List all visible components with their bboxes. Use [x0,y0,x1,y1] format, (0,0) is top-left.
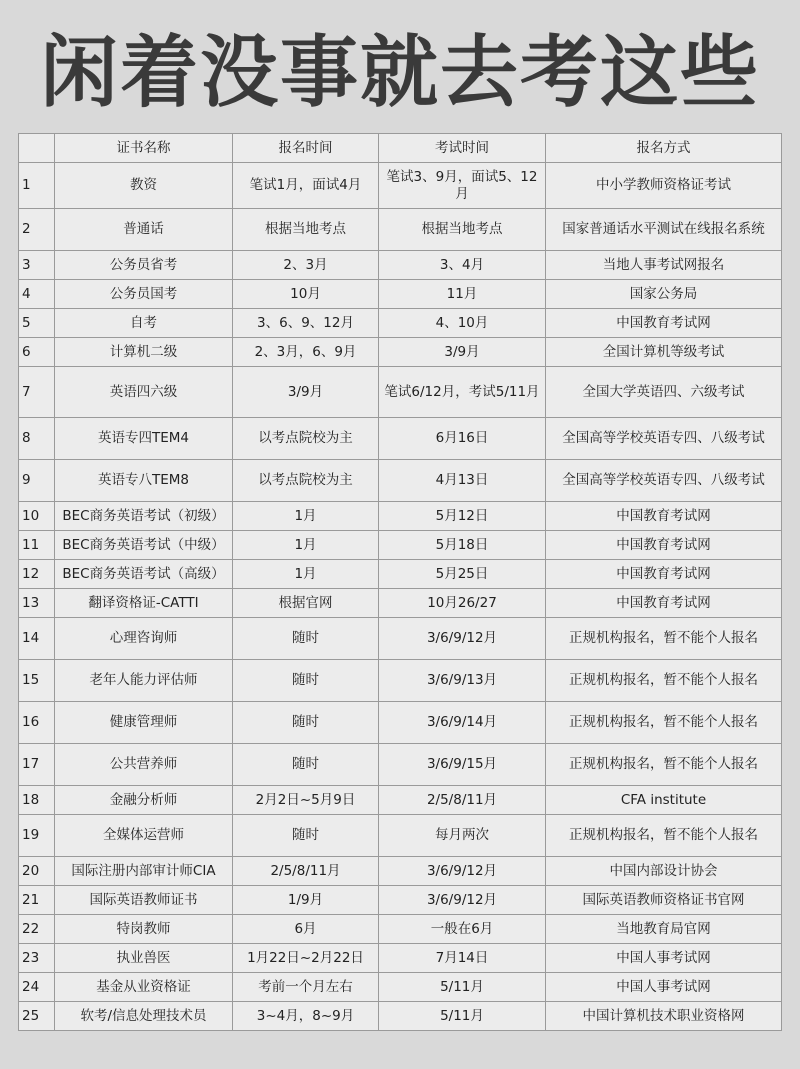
table-row [19,1002,782,1031]
exam-time: 每月两次 [379,815,546,857]
certificate-name: BEC商务英语考试（高级） [55,560,233,589]
row-number: 16 [19,702,55,744]
table-row [19,560,782,589]
table-row [19,915,782,944]
exam-time: 3/6/9/14月 [379,702,546,744]
signup-method: 中国内部设计协会 [546,857,782,886]
exam-time: 笔试3、9月，面试5、12月 [379,163,546,209]
signup-time: 随时 [233,744,379,786]
row-number: 5 [19,309,55,338]
row-number: 11 [19,531,55,560]
signup-method: 中国教育考试网 [546,560,782,589]
row-number: 19 [19,815,55,857]
certificate-name: 健康管理师 [55,702,233,744]
certificate-name: 计算机二级 [55,338,233,367]
signup-method: 正规机构报名，暂不能个人报名 [546,815,782,857]
header-signup-time: 报名时间 [233,134,379,163]
row-number: 4 [19,280,55,309]
row-number: 23 [19,944,55,973]
signup-time: 1月 [233,560,379,589]
signup-method: 中国教育考试网 [546,309,782,338]
header-exam-time: 考试时间 [379,134,546,163]
exam-time: 5/11月 [379,973,546,1002]
row-number: 10 [19,502,55,531]
table-row [19,660,782,702]
row-number: 12 [19,560,55,589]
table-row [19,502,782,531]
signup-time: 3/9月 [233,367,379,418]
signup-method: 全国大学英语四、六级考试 [546,367,782,418]
table-body [19,163,782,1031]
table-row [19,531,782,560]
table-row [19,618,782,660]
signup-method: 国家普通话水平测试在线报名系统 [546,209,782,251]
exam-time: 根据当地考点 [379,209,546,251]
certificate-name: 执业兽医 [55,944,233,973]
signup-time: 随时 [233,702,379,744]
signup-method: 中国教育考试网 [546,531,782,560]
certificate-name: 教资 [55,163,233,209]
table-row [19,367,782,418]
signup-time: 以考点院校为主 [233,418,379,460]
certificate-name: 国际注册内部审计师CIA [55,857,233,886]
signup-method: 中国计算机技术职业资格网 [546,1002,782,1031]
signup-method: 国家公务局 [546,280,782,309]
certificate-table [18,133,782,1031]
exam-time: 3/6/9/12月 [379,618,546,660]
certificate-name: 老年人能力评估师 [55,660,233,702]
table-row [19,702,782,744]
signup-method: 正规机构报名，暂不能个人报名 [546,702,782,744]
table-row [19,744,782,786]
page-title: 闲着没事就去考这些 [39,28,760,118]
signup-time: 以考点院校为主 [233,460,379,502]
signup-time: 随时 [233,660,379,702]
signup-time: 考前一个月左右 [233,973,379,1002]
exam-time: 11月 [379,280,546,309]
certificate-name: 翻译资格证-CATTI [55,589,233,618]
signup-time: 3、6、9、12月 [233,309,379,338]
signup-time: 1月 [233,531,379,560]
header-signup-method: 报名方式 [546,134,782,163]
table-header-row [19,134,782,163]
exam-time: 3/6/9/13月 [379,660,546,702]
certificate-name: 英语专四TEM4 [55,418,233,460]
signup-method: 正规机构报名，暂不能个人报名 [546,744,782,786]
exam-time: 5月18日 [379,531,546,560]
row-number: 6 [19,338,55,367]
row-number: 22 [19,915,55,944]
exam-time: 3/6/9/12月 [379,857,546,886]
certificate-name: BEC商务英语考试（中级） [55,531,233,560]
signup-time: 2、3月 [233,251,379,280]
exam-time: 3、4月 [379,251,546,280]
certificate-name: 国际英语教师证书 [55,886,233,915]
table-row [19,460,782,502]
signup-time: 6月 [233,915,379,944]
row-number: 14 [19,618,55,660]
table-row [19,944,782,973]
signup-time: 2/5/8/11月 [233,857,379,886]
row-number: 7 [19,367,55,418]
table-row [19,589,782,618]
signup-method: 正规机构报名，暂不能个人报名 [546,618,782,660]
row-number: 18 [19,786,55,815]
signup-time: 3~4月，8~9月 [233,1002,379,1031]
row-number: 13 [19,589,55,618]
table-row [19,338,782,367]
header-index [19,134,55,163]
certificate-name: 心理咨询师 [55,618,233,660]
exam-time: 一般在6月 [379,915,546,944]
header-certificate-name: 证书名称 [55,134,233,163]
signup-method: 中小学教师资格证考试 [546,163,782,209]
signup-time: 2、3月，6、9月 [233,338,379,367]
signup-method: 正规机构报名，暂不能个人报名 [546,660,782,702]
row-number: 15 [19,660,55,702]
table-row [19,857,782,886]
certificate-name: BEC商务英语考试（初级） [55,502,233,531]
signup-method: 全国高等学校英语专四、八级考试 [546,460,782,502]
exam-time: 5月12日 [379,502,546,531]
signup-time: 随时 [233,815,379,857]
row-number: 1 [19,163,55,209]
certificate-name: 软考/信息处理技术员 [55,1002,233,1031]
signup-method: 中国教育考试网 [546,502,782,531]
table-row [19,309,782,338]
exam-time: 5/11月 [379,1002,546,1031]
signup-method: 中国人事考试网 [546,944,782,973]
table-row [19,973,782,1002]
row-number: 9 [19,460,55,502]
exam-time: 7月14日 [379,944,546,973]
row-number: 3 [19,251,55,280]
signup-time: 1月 [233,502,379,531]
row-number: 21 [19,886,55,915]
certificate-name: 公务员省考 [55,251,233,280]
table-row [19,209,782,251]
certificate-name: 特岗教师 [55,915,233,944]
signup-method: 全国计算机等级考试 [546,338,782,367]
table-row [19,418,782,460]
table-row [19,786,782,815]
signup-method: 中国教育考试网 [546,589,782,618]
signup-time: 笔试1月，面试4月 [233,163,379,209]
signup-time: 2月2日~5月9日 [233,786,379,815]
certificate-name: 公务员国考 [55,280,233,309]
exam-time: 3/9月 [379,338,546,367]
signup-time: 根据官网 [233,589,379,618]
certificate-name: 金融分析师 [55,786,233,815]
table-row [19,280,782,309]
certificate-name: 英语专八TEM8 [55,460,233,502]
table-row [19,163,782,209]
exam-time: 4、10月 [379,309,546,338]
exam-time: 2/5/8/11月 [379,786,546,815]
signup-method: 中国人事考试网 [546,973,782,1002]
signup-method: 国际英语教师资格证书官网 [546,886,782,915]
certificate-name: 自考 [55,309,233,338]
certificate-name: 基金从业资格证 [55,973,233,1002]
row-number: 8 [19,418,55,460]
table-row [19,815,782,857]
signup-time: 1/9月 [233,886,379,915]
exam-time: 3/6/9/12月 [379,886,546,915]
certificate-name: 公共营养师 [55,744,233,786]
signup-time: 10月 [233,280,379,309]
exam-time: 10月26/27 [379,589,546,618]
row-number: 20 [19,857,55,886]
signup-time: 随时 [233,618,379,660]
certificate-name: 普通话 [55,209,233,251]
exam-time: 5月25日 [379,560,546,589]
signup-method: 全国高等学校英语专四、八级考试 [546,418,782,460]
table-row [19,886,782,915]
exam-time: 3/6/9/15月 [379,744,546,786]
signup-method: 当地教育局官网 [546,915,782,944]
signup-time: 根据当地考点 [233,209,379,251]
certificate-name: 英语四六级 [55,367,233,418]
row-number: 17 [19,744,55,786]
signup-method: CFA institute [546,786,782,815]
table-row [19,251,782,280]
exam-time: 6月16日 [379,418,546,460]
signup-method: 当地人事考试网报名 [546,251,782,280]
exam-time: 笔试6/12月，考试5/11月 [379,367,546,418]
row-number: 25 [19,1002,55,1031]
row-number: 2 [19,209,55,251]
signup-time: 1月22日~2月22日 [233,944,379,973]
row-number: 24 [19,973,55,1002]
exam-time: 4月13日 [379,460,546,502]
certificate-name: 全媒体运营师 [55,815,233,857]
